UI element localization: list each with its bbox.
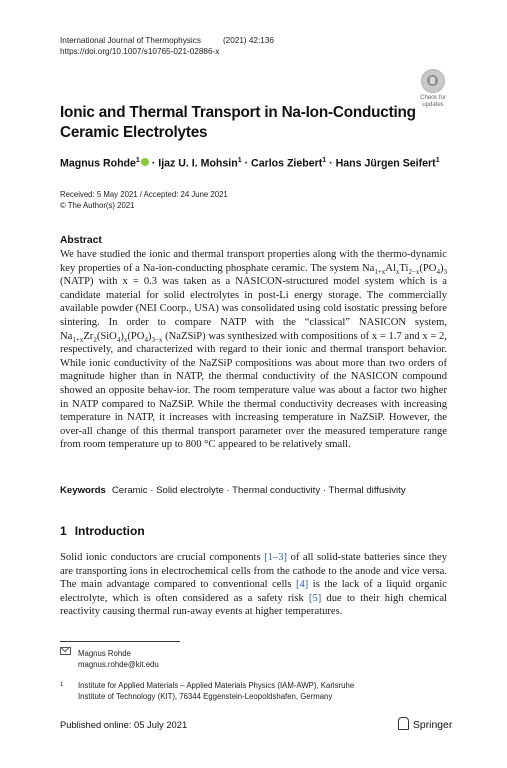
article-dates	[60, 189, 228, 211]
journal-volume: (2021) 42:136	[222, 36, 274, 45]
doi-link[interactable]: https://doi.org/10.1007/s10765-021-02886-x	[60, 47, 220, 56]
author-name[interactable]: Hans Jürgen Seifert	[335, 157, 436, 170]
author-affil-sup: 1	[237, 157, 242, 164]
affiliation-number: 1	[60, 682, 64, 688]
corr-email[interactable]: magnus.rohde@kit.edu	[78, 660, 159, 669]
copyright: © The Author(s) 2021	[60, 201, 135, 210]
author-separator: ·	[326, 157, 336, 170]
author-name[interactable]: Carlos Ziebert	[251, 157, 323, 170]
author-list	[60, 157, 440, 170]
footnote-divider	[60, 641, 180, 642]
journal-name: International Journal of Thermophysics	[60, 36, 201, 45]
section-number: 1	[60, 524, 67, 538]
article-title: Ionic and Thermal Transport in Na-Ion-Conducting Ceramic Electrolytes	[60, 104, 416, 141]
author-separator: ·	[241, 157, 252, 170]
check-for-updates-icon	[421, 69, 445, 93]
keywords-list: Ceramic · Solid electrolyte · Thermal conductivity · Thermal diffusivity	[111, 485, 406, 496]
section-heading	[60, 524, 145, 538]
journal-header	[60, 35, 274, 57]
orcid-icon[interactable]	[141, 158, 149, 166]
citation-link[interactable]: [5]	[308, 592, 322, 604]
section-title: Introduction	[74, 524, 145, 538]
affiliation-text: Institute for Applied Materials – Applied Materials Physics (IAM-AWP), Karlsruhe Institute of Technology (KIT), 76344 Eggenstein-Leopoldshafen, Germany	[78, 681, 355, 701]
author-affil-sup: 1	[135, 157, 140, 164]
corresponding-author	[60, 647, 159, 670]
badge-line2: updates	[422, 101, 444, 108]
publisher-logo	[398, 717, 452, 731]
springer-horse-icon	[398, 717, 409, 730]
abstract-heading: Abstract	[60, 235, 102, 246]
author-affil-sup: 1	[435, 157, 440, 164]
intro-paragraph: Solid ionic conductors are crucial components [1–3] of all solid-state batteries since they are transporting ions in electrochemical cells from the cathode to the anode and vice versa. The main advantage compared to conventional cells [4] is the lack of a liquid organic electrolyte, which is often considered as a safety risk [5] due to their high chemical reactivity causing thermal run-away events at higher temperatures.	[60, 552, 448, 618]
abstract-body: We have studied the ionic and thermal transport properties along with the thermo-dynamic key properties of a Na-ion-conducting phosphate ceramic. The system $Na_{1+x}Al_xTi_{2-x}(PO_4)_3$ (NATP) with x = 0.3 was taken as a NASICON-structured model system which is a candidate material for solid electrolytes in post-Li energy storage. The commercially available powder (NEI Coorp., USA) was consolidated using cold isostatic pressing before sintering. In order to compare NATP with the “classical” NASICON system, $Na_{1+x}Zr_2(SiO_4)_x(PO_4)_{3-x}$ (NaZSiP) was synthesized with compositions of x = 1.7 and x = 2, respectively, and characterized with regard to their ionic and thermal transport behavior. While ionic conductivity of the NaZSiP compositions was about more than two orders of magnitude higher than in NATP, the thermal conductivity of the NASICON compound showed an opposite behav-ior. The room temperature value was about a factor two higher in NATP compared to NaZSiP. While the thermal conductivity decreases with increasing temperature in NATP, it increases with increasing temperature in NaZSiP. However, the over-all change of this thermal transport parameter over the measured temperature range from room temperature up to 800 °C appeared to be relatively small.	[60, 249, 447, 451]
citation-link[interactable]: [4]	[295, 579, 309, 591]
badge-line1: Check for	[420, 95, 446, 101]
keywords-label: Keywords	[60, 485, 106, 496]
envelope-icon	[60, 647, 71, 655]
author-name[interactable]: Magnus Rohde	[60, 157, 136, 170]
affiliation	[60, 680, 378, 702]
published-date: Published online: 05 July 2021	[60, 719, 188, 730]
citation-link[interactable]: [1–3]	[264, 552, 288, 563]
keywords	[60, 485, 406, 496]
author-separator: ·	[148, 157, 159, 170]
author-affil-sup: 1	[322, 157, 327, 164]
author-name[interactable]: Ijaz U. I. Mohsin	[158, 157, 238, 170]
received-accepted: Received: 5 May 2021 / Accepted: 24 June 2021	[60, 190, 228, 199]
corr-name: Magnus Rohde	[78, 649, 131, 658]
publisher-name: Springer	[413, 720, 453, 731]
